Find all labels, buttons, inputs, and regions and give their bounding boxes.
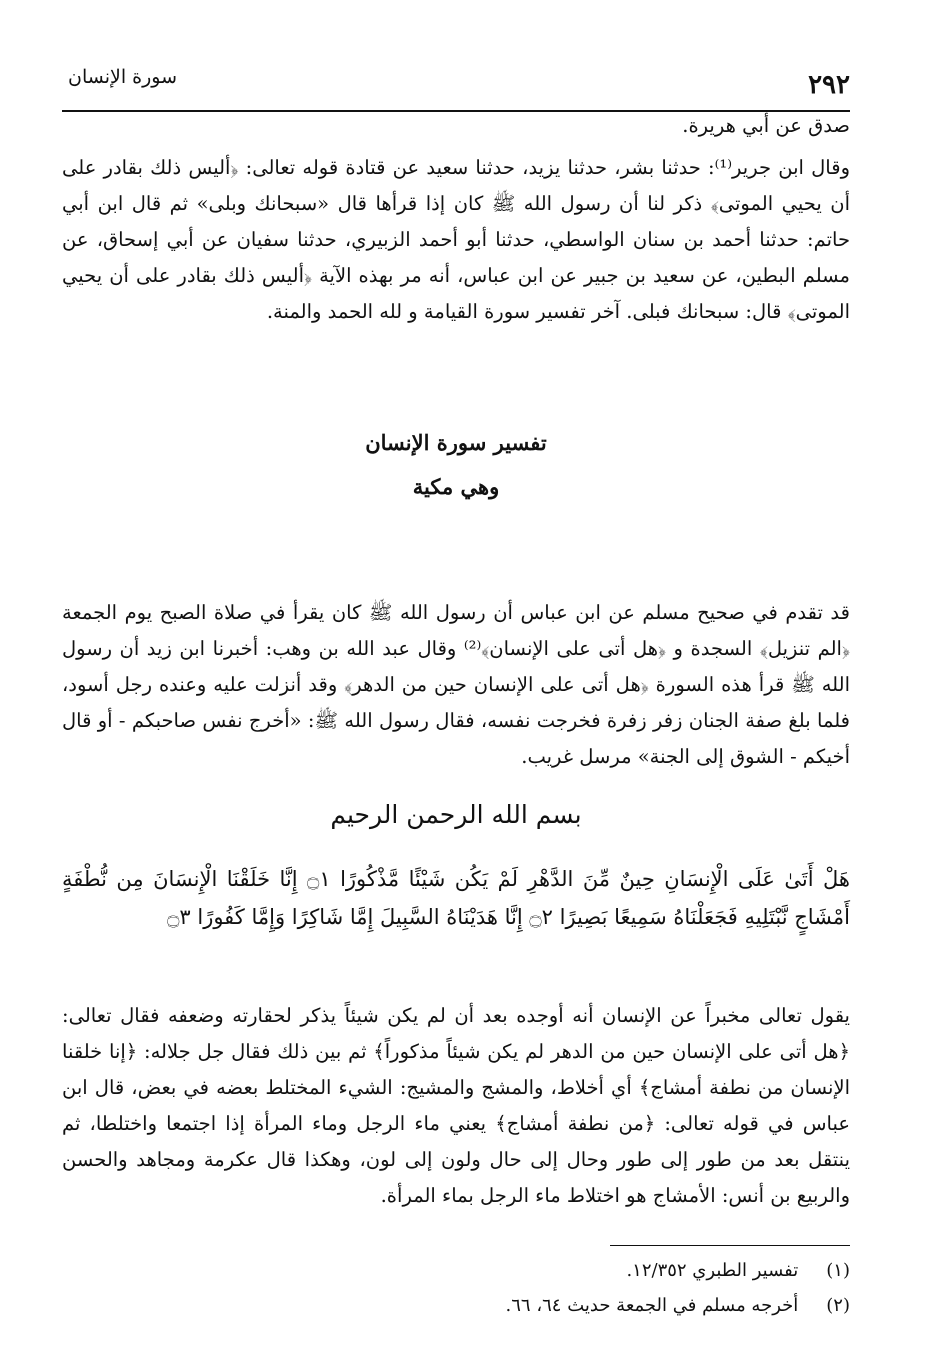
running-title: سورة الإنسان xyxy=(68,66,177,88)
footnote-number: (٢) xyxy=(826,1295,850,1316)
page-number: ٢٩٢ xyxy=(808,70,850,100)
paragraph-2: وقال ابن جرير⁽¹⁾: حدثنا بشر، حدثنا يزيد، حدثنا سعيد عن قتادة قوله تعالى: ﴿أليس ذلك بقادر على أن يحيي الموتى﴾ ذكر لنا أن رسول الله ﷺ كان إذا قرأها قال «سبحانك وبلى» ثم قال ابن أبي حاتم: حدثنا أحمد بن سنان الواسطي، حدثنا أبو أحمد الزبيري، حدثنا سفيان عن أبي إسحاق، عن مسلم البطين، عن سعيد بن جبير عن ابن عباس، أنه مر بهذه الآية ﴿أليس ذلك بقادر على أن يحيي الموتى﴾ قال: سبحانك فبلى. آخر تفسير سورة القيامة و لله الحمد والمنة. xyxy=(62,156,850,323)
page-header xyxy=(62,58,850,102)
footnote-text: أخرجه مسلم في الجمعة حديث ٦٤، ٦٦. xyxy=(505,1295,799,1316)
footnote-rule xyxy=(610,1245,850,1246)
quran-verses: هَلْ أَتَىٰ عَلَى الْإِنسَانِ حِينٌ مِّنَ الدَّهْرِ لَمْ يَكُن شَيْئًا مَّذْكُورًا ۝١ إِنَّا خَلَقْنَا الْإِنسَانَ مِن نُّطْفَةٍ أَمْشَاجٍ نَّبْتَلِيهِ فَجَعَلْنَاهُ سَمِيعًا بَصِيرًا ۝٢ إِنَّا هَدَيْنَاهُ السَّبِيلَ إِمَّا شَاكِرًا وَإِمَّا كَفُورًا ۝٣ xyxy=(62,867,850,929)
book-page xyxy=(62,40,850,1340)
basmala-text: بسم الله الرحمن الرحيم xyxy=(330,800,582,829)
paragraph-3: قد تقدم في صحيح مسلم عن ابن عباس أن رسول الله ﷺ كان يقرأ في صلاة الصبح يوم الجمعة ﴿الم تنزيل﴾ السجدة و ﴿هل أتى على الإنسان﴾⁽²⁾ وقال عبد الله بن وهب: أخبرنا ابن زيد أن رسول الله ﷺ قرأ هذه السورة ﴿هل أتى على الإنسان حين من الدهر﴾ وقد أنزلت عليه وعنده رجل أسود، فلما بلغ صفة الجنان زفر زفرة فخرجت نفسه، فقال رسول الله ﷺ: «أخرج نفس صاحبكم - أو قال أخيكم - الشوق إلى الجنة» مرسل غريب. xyxy=(62,601,850,768)
surah-subtitle: وهي مكية xyxy=(412,474,500,499)
footnote-1 xyxy=(62,1260,850,1281)
basmala xyxy=(62,800,850,829)
footnote-text: تفسير الطبري ١٢/٣٥٢. xyxy=(626,1260,799,1281)
paragraph-1: صدق عن أبي هريرة. xyxy=(682,114,850,137)
footnote-2 xyxy=(62,1295,850,1316)
surah-title: تفسير سورة الإنسان xyxy=(365,430,547,455)
footnote-number: (١) xyxy=(826,1260,850,1281)
paragraph-4: يقول تعالى مخبراً عن الإنسان أنه أوجده بعد أن لم يكن شيئاً يذكر لحقارته وضعفه فقال تعالى: ﴿هل أتى على الإنسان حين من الدهر لم يكن شيئاً مذكوراً﴾ ثم بين ذلك فقال جل جلاله: ﴿إنا خلقنا الإنسان من نطفة أمشاج﴾ أي أخلاط، والمشج والمشيج: الشيء المختلط بعضه في بعض، قال ابن عباس في قوله تعالى: ﴿من نطفة أمشاج﴾ يعني ماء الرجل وماء المرأة إذا اجتمعا واختلطا، ثم ينتقل بعد من طور إلى طور وحال إلى حال ولون إلى لون، وهكذا قال عكرمة ومجاهد والحسن والربيع بن أنس: الأمشاج هو اختلاط ماء الرجل بماء المرأة. xyxy=(62,1004,850,1207)
